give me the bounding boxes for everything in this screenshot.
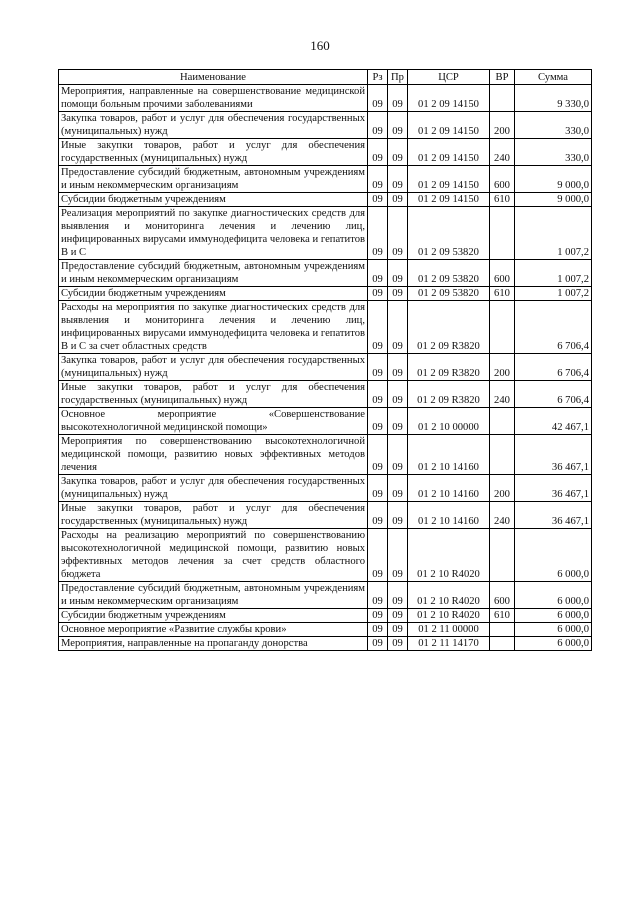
cell-name: Предоставление субсидий бюджетным, автономным учреждениям и иным некоммерческим организациям [59, 582, 368, 609]
cell-vr: 610 [490, 609, 515, 623]
header-name: Наименование [59, 70, 368, 85]
cell-rz: 09 [368, 529, 388, 582]
cell-name: Иные закупки товаров, работ и услуг для обеспечения государственных (муниципальных) нужд [59, 502, 368, 529]
cell-vr [490, 408, 515, 435]
cell-name: Субсидии бюджетным учреждениям [59, 193, 368, 207]
cell-csr: 01 2 10 14160 [408, 475, 490, 502]
cell-pr: 09 [388, 475, 408, 502]
cell-rz: 09 [368, 166, 388, 193]
cell-csr: 01 2 09 14150 [408, 166, 490, 193]
cell-pr: 09 [388, 287, 408, 301]
cell-rz: 09 [368, 260, 388, 287]
cell-csr: 01 2 09 R3820 [408, 301, 490, 354]
cell-pr: 09 [388, 354, 408, 381]
cell-vr: 610 [490, 287, 515, 301]
cell-csr: 01 2 09 53820 [408, 260, 490, 287]
cell-vr: 200 [490, 354, 515, 381]
cell-csr: 01 2 10 R4020 [408, 582, 490, 609]
table-body [59, 85, 592, 651]
cell-sum: 36 467,1 [515, 475, 592, 502]
cell-pr: 09 [388, 529, 408, 582]
cell-sum: 1 007,2 [515, 207, 592, 260]
cell-sum: 6 706,4 [515, 354, 592, 381]
cell-rz: 09 [368, 502, 388, 529]
cell-vr [490, 207, 515, 260]
cell-pr: 09 [388, 609, 408, 623]
cell-name: Мероприятия, направленные на пропаганду донорства [59, 637, 368, 651]
table-row [59, 502, 592, 529]
table-row [59, 609, 592, 623]
cell-csr: 01 2 09 R3820 [408, 381, 490, 408]
cell-csr: 01 2 09 14150 [408, 139, 490, 166]
cell-rz: 09 [368, 139, 388, 166]
cell-rz: 09 [368, 193, 388, 207]
cell-csr: 01 2 09 14150 [408, 112, 490, 139]
cell-vr [490, 435, 515, 475]
cell-vr: 240 [490, 139, 515, 166]
cell-rz: 09 [368, 354, 388, 381]
cell-vr: 200 [490, 112, 515, 139]
table-row [59, 139, 592, 166]
table-row [59, 381, 592, 408]
cell-vr: 240 [490, 381, 515, 408]
table-row [59, 112, 592, 139]
cell-rz: 09 [368, 207, 388, 260]
cell-sum: 6 706,4 [515, 381, 592, 408]
cell-pr: 09 [388, 408, 408, 435]
cell-rz: 09 [368, 85, 388, 112]
cell-sum: 6 000,0 [515, 529, 592, 582]
cell-csr: 01 2 11 14170 [408, 637, 490, 651]
table-row [59, 408, 592, 435]
table-row [59, 287, 592, 301]
cell-vr: 600 [490, 582, 515, 609]
cell-sum: 42 467,1 [515, 408, 592, 435]
cell-sum: 36 467,1 [515, 435, 592, 475]
table-header-row [59, 70, 592, 85]
cell-rz: 09 [368, 301, 388, 354]
cell-sum: 6 000,0 [515, 623, 592, 637]
cell-csr: 01 2 09 R3820 [408, 354, 490, 381]
cell-vr: 200 [490, 475, 515, 502]
cell-sum: 9 000,0 [515, 193, 592, 207]
cell-csr: 01 2 10 14160 [408, 502, 490, 529]
page-number: 160 [310, 38, 330, 53]
header-rz: Рз [368, 70, 388, 85]
header-sum: Сумма [515, 70, 592, 85]
table-row [59, 85, 592, 112]
table-row [59, 354, 592, 381]
cell-pr: 09 [388, 166, 408, 193]
table-row [59, 193, 592, 207]
cell-pr: 09 [388, 85, 408, 112]
cell-rz: 09 [368, 112, 388, 139]
cell-csr: 01 2 09 14150 [408, 193, 490, 207]
cell-name: Закупка товаров, работ и услуг для обеспечения государственных (муниципальных) нужд [59, 112, 368, 139]
cell-vr: 600 [490, 166, 515, 193]
header-csr: ЦСР [408, 70, 490, 85]
cell-name: Мероприятия, направленные на совершенствование медицинской помощи больным прочими заболеваниями [59, 85, 368, 112]
cell-sum: 9 000,0 [515, 166, 592, 193]
cell-pr: 09 [388, 637, 408, 651]
table-row [59, 207, 592, 260]
cell-name: Закупка товаров, работ и услуг для обеспечения государственных (муниципальных) нужд [59, 354, 368, 381]
cell-name: Субсидии бюджетным учреждениям [59, 609, 368, 623]
cell-pr: 09 [388, 623, 408, 637]
cell-csr: 01 2 09 53820 [408, 207, 490, 260]
table-row [59, 529, 592, 582]
cell-name: Расходы на мероприятия по закупке диагностических средств для выявления и мониторинга лечения и лечению лиц, инфицированных вирусами иммунодефицита человека и гепатитов B и C за счет областных средств [59, 301, 368, 354]
budget-table [58, 69, 592, 651]
table-row [59, 435, 592, 475]
cell-vr: 610 [490, 193, 515, 207]
cell-rz: 09 [368, 435, 388, 475]
cell-sum: 1 007,2 [515, 260, 592, 287]
cell-name: Предоставление субсидий бюджетным, автономным учреждениям и иным некоммерческим организациям [59, 260, 368, 287]
cell-rz: 09 [368, 637, 388, 651]
cell-pr: 09 [388, 435, 408, 475]
cell-name: Иные закупки товаров, работ и услуг для обеспечения государственных (муниципальных) нужд [59, 139, 368, 166]
cell-name: Мероприятия по совершенствованию высокотехнологичной медицинской помощи, развитию новых эффективных методов лечения [59, 435, 368, 475]
cell-vr: 600 [490, 260, 515, 287]
cell-rz: 09 [368, 381, 388, 408]
cell-vr [490, 85, 515, 112]
table-row [59, 166, 592, 193]
cell-rz: 09 [368, 609, 388, 623]
cell-name: Основное мероприятие «Совершенствование высокотехнологичной медицинской помощи» [59, 408, 368, 435]
cell-vr: 240 [490, 502, 515, 529]
cell-csr: 01 2 10 14160 [408, 435, 490, 475]
cell-name: Иные закупки товаров, работ и услуг для обеспечения государственных (муниципальных) нужд [59, 381, 368, 408]
header-pr: Пр [388, 70, 408, 85]
cell-name: Предоставление субсидий бюджетным, автономным учреждениям и иным некоммерческим организациям [59, 166, 368, 193]
cell-sum: 1 007,2 [515, 287, 592, 301]
cell-sum: 6 000,0 [515, 637, 592, 651]
cell-name: Расходы на реализацию мероприятий по совершенствованию высокотехнологичной медицинской помощи, развитию новых эффективных методов лечения за счет средств областного бюджета [59, 529, 368, 582]
table-row [59, 582, 592, 609]
cell-csr: 01 2 09 14150 [408, 85, 490, 112]
cell-pr: 09 [388, 260, 408, 287]
cell-rz: 09 [368, 408, 388, 435]
cell-rz: 09 [368, 475, 388, 502]
cell-sum: 9 330,0 [515, 85, 592, 112]
cell-sum: 6 706,4 [515, 301, 592, 354]
cell-rz: 09 [368, 623, 388, 637]
cell-csr: 01 2 10 R4020 [408, 529, 490, 582]
cell-sum: 6 000,0 [515, 582, 592, 609]
table-row [59, 623, 592, 637]
cell-pr: 09 [388, 207, 408, 260]
cell-name: Реализация мероприятий по закупке диагностических средств для выявления и мониторинга лечения и лечению лиц, инфицированных вирусами иммунодефицита человека и гепатитов B и C [59, 207, 368, 260]
cell-vr [490, 637, 515, 651]
cell-pr: 09 [388, 193, 408, 207]
cell-rz: 09 [368, 287, 388, 301]
cell-pr: 09 [388, 582, 408, 609]
cell-sum: 6 000,0 [515, 609, 592, 623]
cell-name: Субсидии бюджетным учреждениям [59, 287, 368, 301]
cell-vr [490, 529, 515, 582]
cell-pr: 09 [388, 502, 408, 529]
cell-vr [490, 301, 515, 354]
table-row [59, 475, 592, 502]
cell-name: Основное мероприятие «Развитие службы крови» [59, 623, 368, 637]
cell-sum: 330,0 [515, 112, 592, 139]
cell-pr: 09 [388, 301, 408, 354]
cell-sum: 330,0 [515, 139, 592, 166]
table-row [59, 301, 592, 354]
cell-csr: 01 2 09 53820 [408, 287, 490, 301]
cell-rz: 09 [368, 582, 388, 609]
cell-pr: 09 [388, 112, 408, 139]
cell-sum: 36 467,1 [515, 502, 592, 529]
cell-csr: 01 2 11 00000 [408, 623, 490, 637]
cell-vr [490, 623, 515, 637]
table-row [59, 637, 592, 651]
cell-pr: 09 [388, 139, 408, 166]
cell-pr: 09 [388, 381, 408, 408]
table-row [59, 260, 592, 287]
cell-csr: 01 2 10 R4020 [408, 609, 490, 623]
header-vr: ВР [490, 70, 515, 85]
cell-csr: 01 2 10 00000 [408, 408, 490, 435]
cell-name: Закупка товаров, работ и услуг для обеспечения государственных (муниципальных) нужд [59, 475, 368, 502]
